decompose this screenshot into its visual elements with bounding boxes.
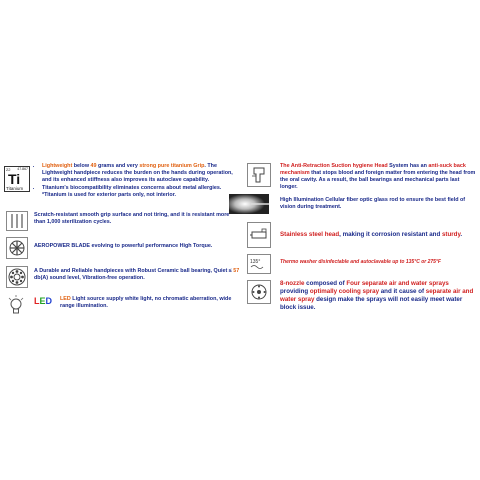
anti-retraction-text bbox=[280, 163, 477, 191]
steel-b: , making it corrosion resistant and bbox=[339, 231, 442, 238]
fiber-label: High Illumination Cellular fiber optic glass rod bbox=[280, 197, 399, 203]
lightweight-label: Lightweight bbox=[42, 163, 73, 169]
thermo-washer-icon bbox=[247, 254, 271, 274]
spray-c: Four bbox=[346, 280, 361, 287]
anti-mechanism-label: anti-suck back mechanism bbox=[280, 163, 466, 176]
spray-i: design make the sprays will not easily meet water block issue. bbox=[280, 296, 463, 311]
spray-text bbox=[280, 280, 477, 312]
grip-label: strong pure titanium Grip bbox=[139, 163, 205, 169]
biocompat-text: Titanium's biocompatibility eliminates concerns about metal allergies. *Titanium is used for exterior parts only, not interior. bbox=[42, 185, 222, 198]
bearing-text bbox=[34, 268, 240, 282]
anti-retraction-feature bbox=[247, 163, 477, 195]
atomic-weight: 47.867 bbox=[17, 167, 28, 171]
spray-g: and it cause of bbox=[379, 288, 426, 295]
led-text bbox=[60, 296, 240, 310]
anti-c: System has an bbox=[387, 163, 429, 169]
steel-head-feature bbox=[247, 222, 477, 250]
led-feature bbox=[4, 294, 240, 320]
spray-e: providing bbox=[280, 288, 310, 295]
sturdy-label: sturdy bbox=[441, 231, 461, 238]
grip-icon bbox=[6, 211, 28, 231]
t3: . The Lightweight handpiece reduces the burden on the hands during operation, and its enhanced stiffness also improves its autoclave capability. bbox=[42, 163, 233, 183]
spray-nozzle-icon bbox=[247, 280, 271, 304]
spray-b: composed of bbox=[304, 280, 347, 287]
svg-text:135°: 135° bbox=[250, 259, 261, 265]
fiber-optic-feature bbox=[229, 194, 477, 218]
fiber-optic-light-icon bbox=[229, 194, 269, 214]
bearing-text-a: A Durable and Reliable handpieces with Robust Ceramic ball bearing, Quiet ≤ bbox=[34, 268, 234, 274]
led-word: LED bbox=[60, 296, 71, 302]
led-text-b: Light source supply white light, no chromatic aberration, wide range illumination. bbox=[60, 296, 232, 309]
bearing-icon bbox=[6, 266, 28, 288]
blade-text: AEROPOWER BLADE evolving to powerful performance High Torque. bbox=[34, 243, 213, 249]
spray-feature bbox=[247, 280, 477, 314]
weight-value: 49 bbox=[90, 163, 97, 169]
anti-e: that stops blood and foreign matter from entering the head from the oral cavity. As a result, the ball bearings and mechanical parts last longer. bbox=[280, 170, 476, 190]
thermo-feature bbox=[247, 254, 477, 274]
bearing-text-c: db(A) sound level, Vibration-free operation. bbox=[34, 275, 145, 281]
steel-head-text bbox=[280, 231, 477, 239]
spray-a: 8-nozzle bbox=[280, 280, 305, 287]
atomic-number: 22 bbox=[6, 167, 11, 172]
handpiece-head-icon bbox=[247, 163, 271, 187]
t2: grams and very bbox=[96, 163, 140, 169]
steel-head-icon bbox=[247, 222, 271, 248]
titanium-bullet-1 bbox=[42, 163, 240, 184]
spray-h: separate air and water spray bbox=[280, 288, 474, 303]
t1: below bbox=[72, 163, 91, 169]
led-bulb-icon bbox=[6, 294, 26, 316]
bearing-feature bbox=[4, 266, 240, 292]
blade-feature bbox=[4, 237, 240, 261]
thermo-text: Thermo washer disinfectable and autoclavable up to 135°C or 275°F bbox=[280, 259, 441, 265]
anti-a: The bbox=[280, 163, 291, 169]
grip-text: Scratch-resistant smooth grip surface and not tiring, and it is resistant more than 1,000 sterilization cycles. bbox=[34, 212, 230, 225]
spray-d: separate air and water sprays bbox=[360, 280, 449, 287]
led-logo bbox=[34, 296, 52, 306]
element-name: Titanium bbox=[6, 186, 24, 191]
steel-label: Stainless steel head bbox=[280, 231, 340, 238]
fiber-optic-text bbox=[280, 197, 477, 211]
led-logo-text: LED bbox=[34, 296, 52, 306]
blade-icon bbox=[6, 237, 28, 259]
element-symbol: Ti bbox=[8, 171, 21, 187]
titanium-text bbox=[34, 163, 240, 199]
titanium-bullet-2 bbox=[42, 185, 240, 199]
grip-feature bbox=[4, 210, 240, 232]
spray-f: optimally cooling spray bbox=[309, 288, 380, 295]
anti-head-label: Anti-Retraction Suction hygiene Head bbox=[290, 163, 388, 169]
titanium-feature bbox=[4, 163, 240, 213]
db-value: 57 bbox=[233, 268, 240, 274]
fiber-b: to ensure the best field of vision during treatment. bbox=[280, 197, 466, 210]
steel-d: . bbox=[460, 231, 463, 238]
titanium-element-icon bbox=[4, 166, 30, 192]
